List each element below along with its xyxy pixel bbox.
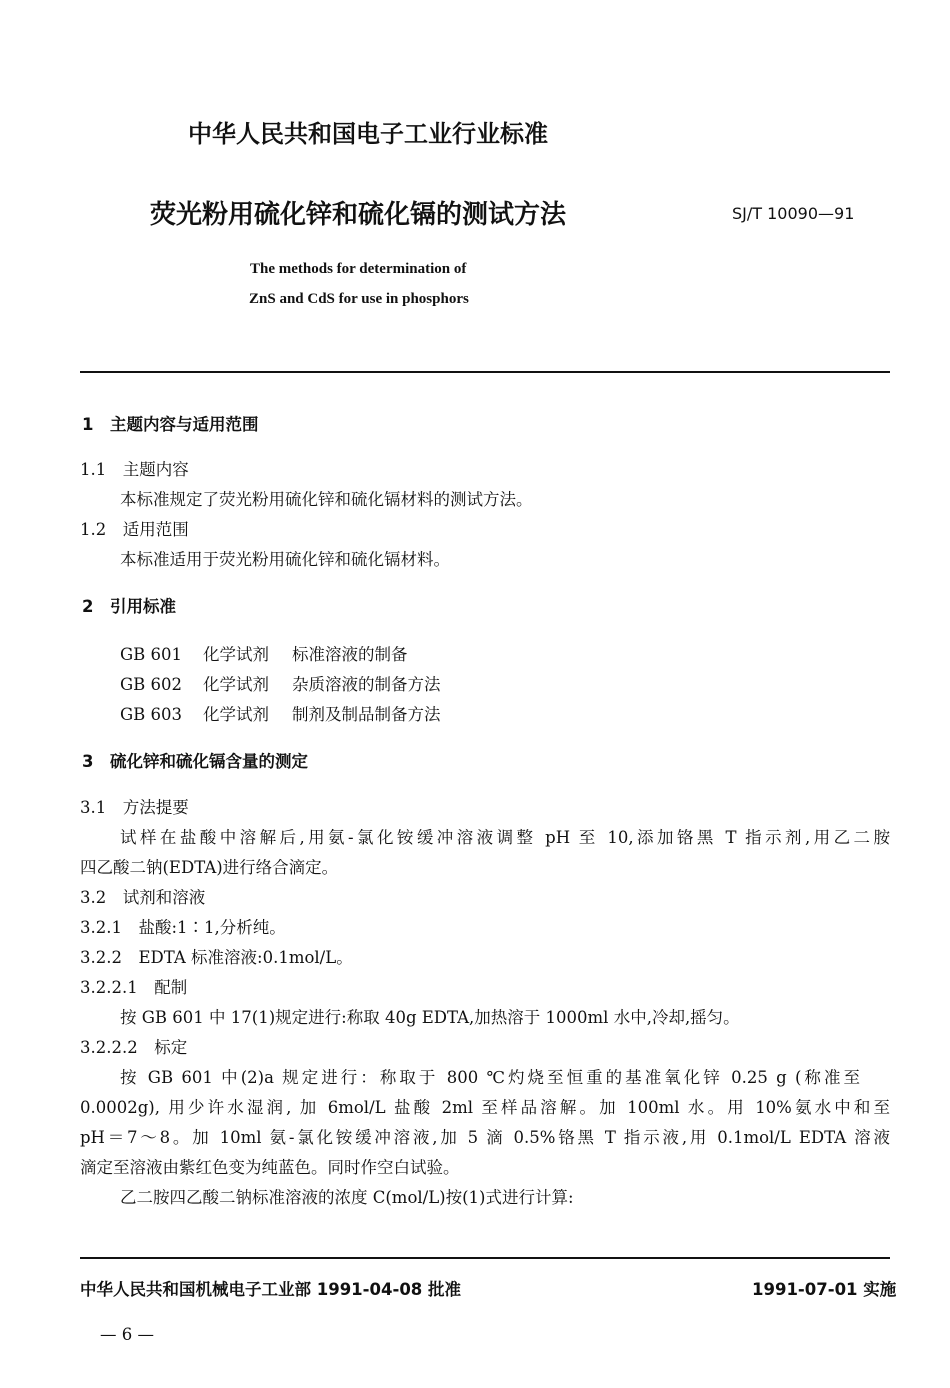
section-3-2-heading: 3.2 试剂和溶液 — [80, 888, 206, 907]
approval-line: 中华人民共和国机械电子工业部 1991-04-08 批准 — [80, 1280, 462, 1299]
reference-code: GB 603 — [120, 705, 183, 724]
section-3-2-2-2-heading: 3.2.2.2 标定 — [80, 1038, 188, 1057]
english-title-2: ZnS and CdS for use in phosphors — [249, 291, 469, 307]
document-title: 荧光粉用硫化锌和硫化镉的测试方法 — [150, 200, 567, 230]
section-1-heading: 1 主题内容与适用范围 — [82, 415, 259, 434]
reference-category: 化学试剂 — [203, 705, 269, 724]
section-2-heading: 2 引用标准 — [82, 597, 176, 616]
section-1-1-heading: 1.1 主题内容 — [80, 460, 189, 479]
header-divider — [80, 371, 890, 373]
reference-name: 制剂及制品制备方法 — [292, 705, 441, 724]
reference-category: 化学试剂 — [203, 645, 269, 664]
reference-code: GB 601 — [120, 645, 183, 664]
section-3-2-2-1-text: 按 GB 601 中 17(1)规定进行:称取 40g EDTA,加热溶于 1000ml 水中,冷却,摇匀。 — [120, 1008, 740, 1027]
reference-code: GB 602 — [120, 675, 183, 694]
section-3-2-1: 3.2.1 盐酸:1∶1,分析纯。 — [80, 918, 286, 937]
section-3-1-text: 试样在盐酸中溶解后,用氨-氯化铵缓冲溶液调整 pH 至 10,添加铬黑 T 指示剂,用乙二胺 — [120, 828, 890, 847]
section-3-2-2: 3.2.2 EDTA 标准溶液:0.1mol/L。 — [80, 948, 353, 967]
section-3-2-2-2-text: pH＝7～8。加 10ml 氨-氯化铵缓冲溶液,加 5 滴 0.5%铬黑 T 指示液,用 0.1mol/L EDTA 溶液 — [80, 1128, 890, 1147]
reference-category: 化学试剂 — [203, 675, 269, 694]
section-3-2-2-2-text: 0.0002g), 用少许水湿润, 加 6mol/L 盐酸 2ml 至样品溶解。加 100ml 水。用 10%氨水中和至 — [80, 1098, 890, 1117]
section-3-2-2-1-heading: 3.2.2.1 配制 — [80, 978, 188, 997]
english-title-1: The methods for determination of — [250, 261, 467, 277]
effective-date: 1991-07-01 实施 — [752, 1280, 897, 1299]
section-3-heading: 3 硫化锌和硫化镉含量的测定 — [82, 752, 308, 771]
section-3-2-2-2-text: 按 GB 601 中(2)a 规定进行：称取于 800 ℃灼烧至恒重的基准氧化锌 0.25 g (称准至 — [120, 1068, 860, 1087]
section-1-2-heading: 1.2 适用范围 — [80, 520, 189, 539]
reference-name: 杂质溶液的制备方法 — [292, 675, 441, 694]
footer-divider — [80, 1257, 890, 1259]
reference-name: 标准溶液的制备 — [292, 645, 408, 664]
calculation-intro: 乙二胺四乙酸二钠标准溶液的浓度 C(mol/L)按(1)式进行计算: — [120, 1188, 574, 1207]
section-3-1-heading: 3.1 方法提要 — [80, 798, 189, 817]
standard-code: SJ/T 10090—91 — [732, 204, 855, 223]
standard-category: 中华人民共和国电子工业行业标准 — [188, 120, 548, 148]
section-1-1-text: 本标准规定了荧光粉用硫化锌和硫化镉材料的测试方法。 — [120, 490, 533, 509]
section-3-1-text: 四乙酸二钠(EDTA)进行络合滴定。 — [80, 858, 339, 877]
page-number: — 6 — — [100, 1325, 154, 1344]
section-3-2-2-2-text: 滴定至溶液由紫红色变为纯蓝色。同时作空白试验。 — [80, 1158, 460, 1177]
section-1-2-text: 本标准适用于荧光粉用硫化锌和硫化镉材料。 — [120, 550, 450, 569]
